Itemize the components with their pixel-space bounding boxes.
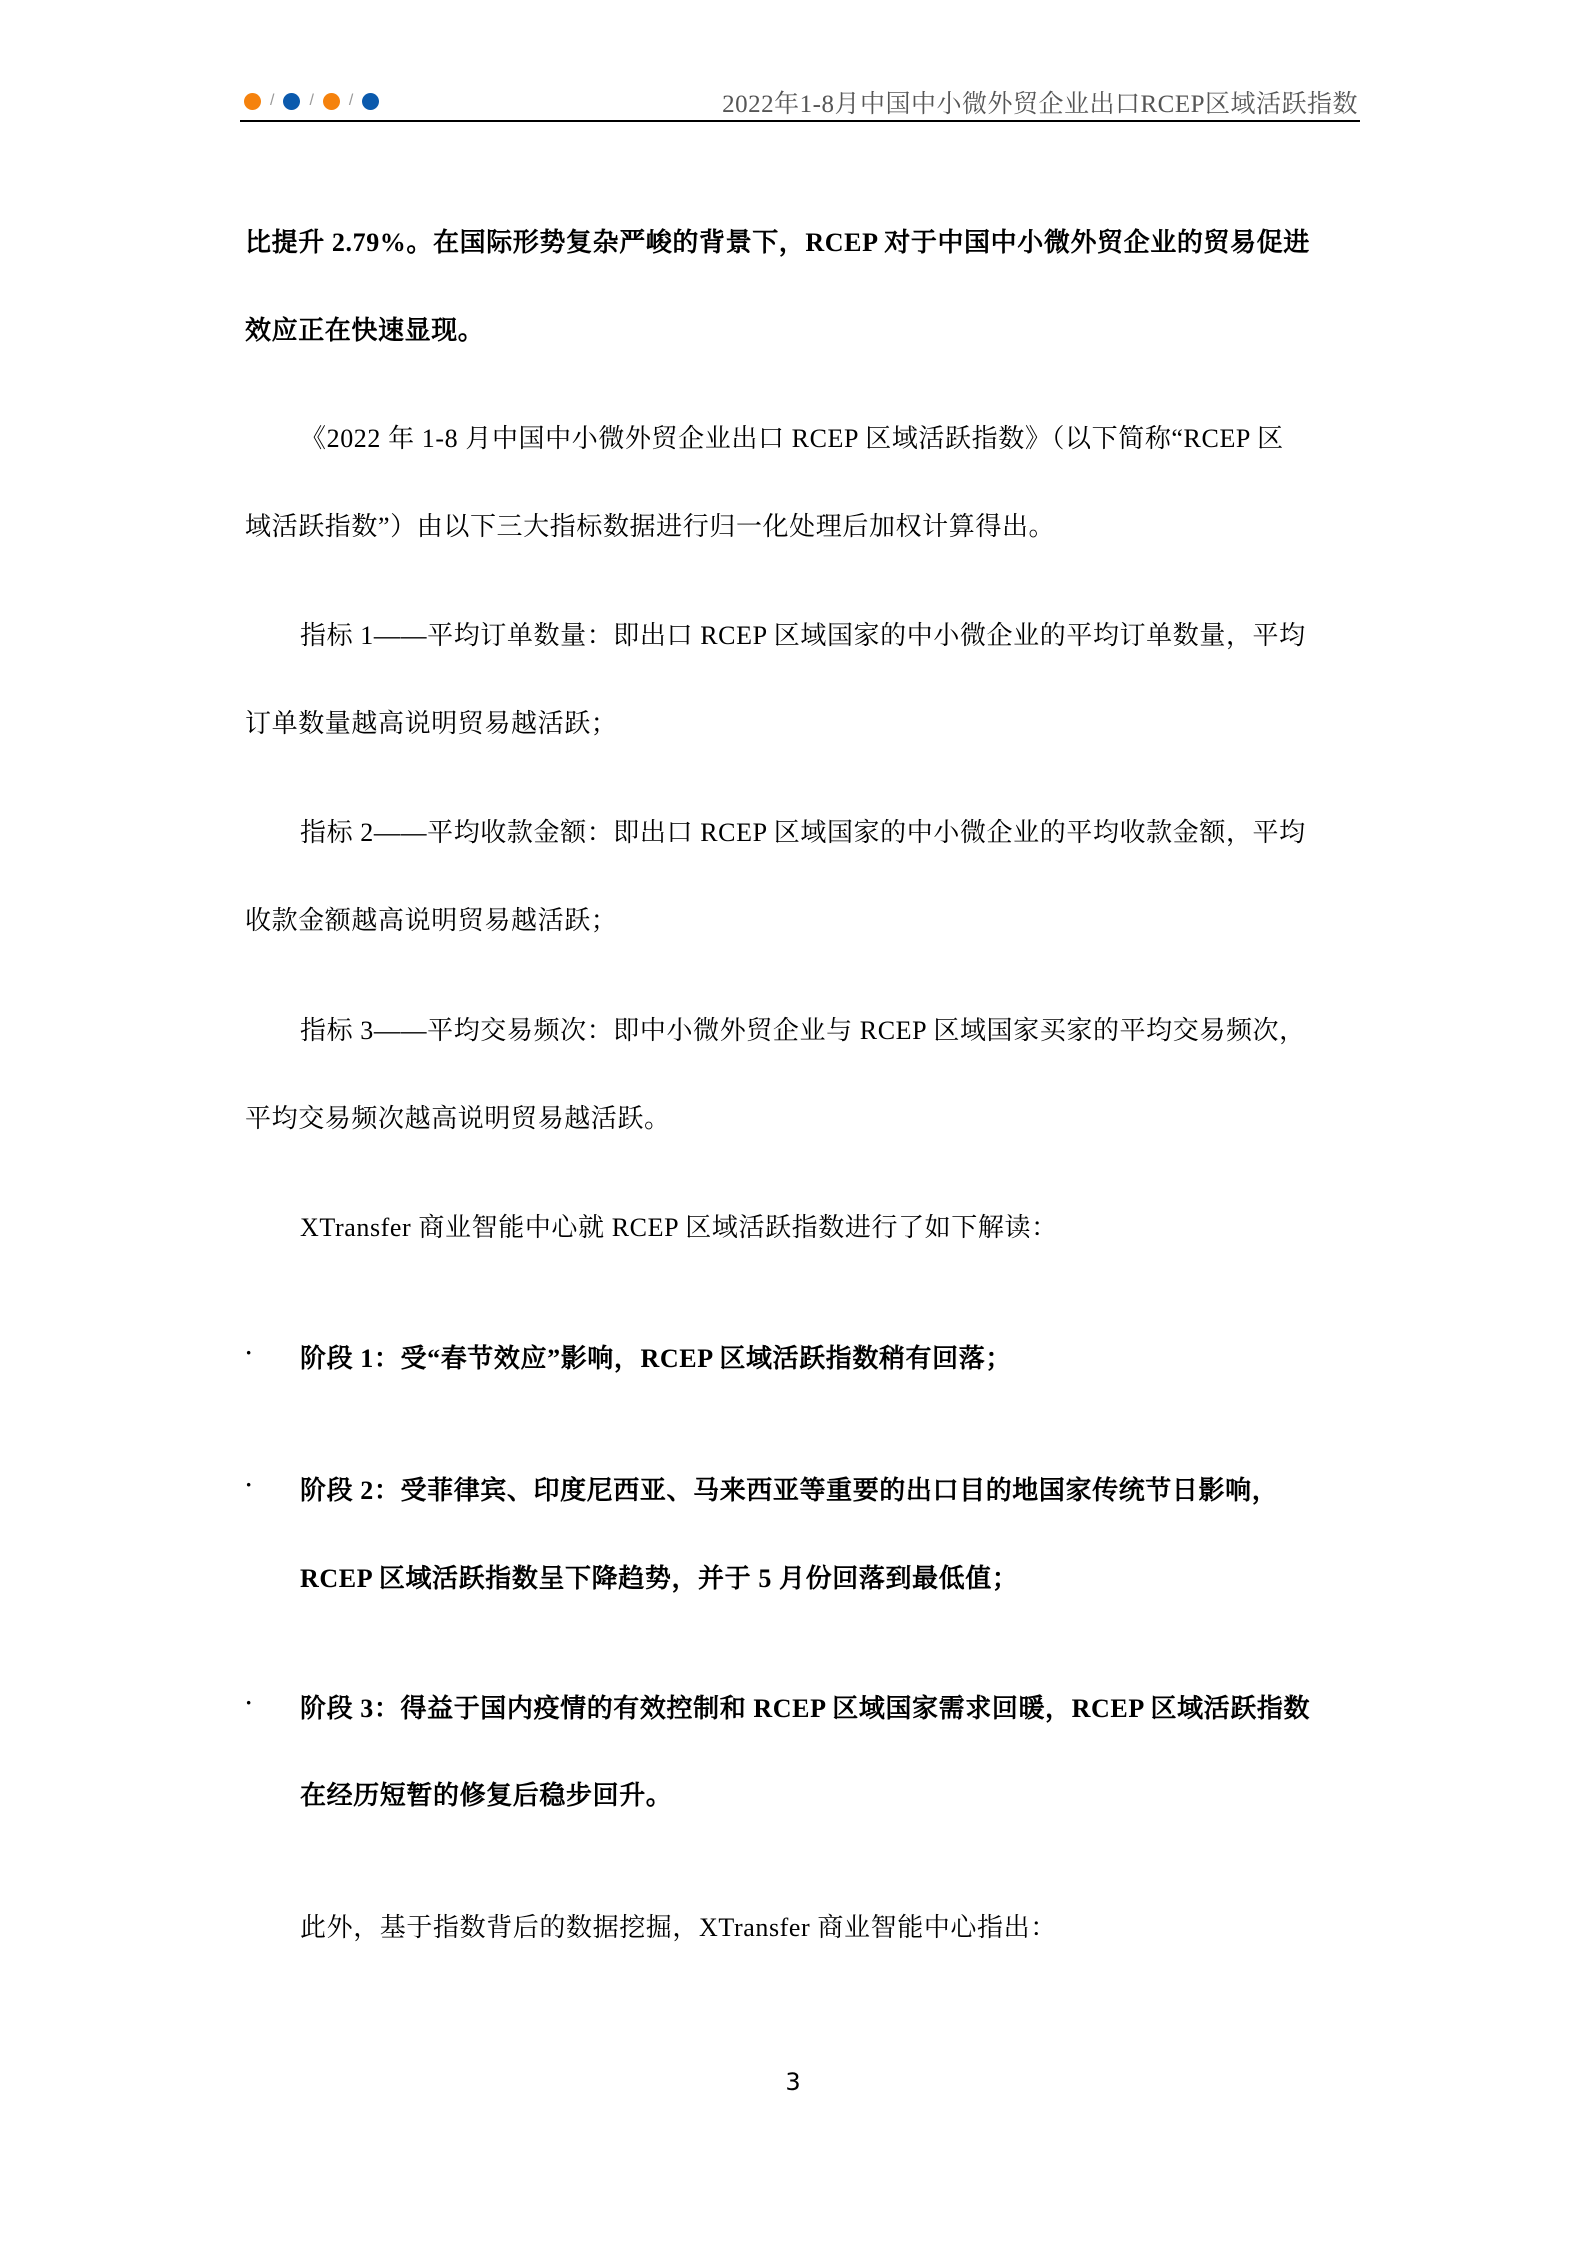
separator: / <box>270 92 275 109</box>
separator: / <box>348 92 354 109</box>
orange-dot-icon <box>323 93 340 110</box>
indicator-3-line-1: 指标 3——平均交易频次：即中小微外贸企业与 RCEP 区域国家买家的平均交易频次， <box>300 1016 1306 1045</box>
blue-dot-icon <box>362 93 379 110</box>
page-header <box>240 84 1360 124</box>
indicator-1-line-2: 订单数量越高说明贸易越活跃； <box>245 709 618 738</box>
indicator-1-line-1: 指标 1——平均订单数量：即出口 RCEP 区域国家的中小微企业的平均订单数量，平均 <box>300 621 1306 650</box>
definition-line-1: 《2022 年 1-8 月中国中小微外贸企业出口 RCEP 区域活跃指数》（以下简称“RCEP 区 <box>300 424 1284 453</box>
bullet-icon: · <box>245 1472 253 1497</box>
definition-line-2: 域活跃指数”）由以下三大指标数据进行归一化处理后加权计算得出。 <box>245 512 1056 541</box>
header-divider <box>240 120 1360 122</box>
stage-1-line-1: 阶段 1：受“春节效应”影响，RCEP 区域活跃指数稍有回落； <box>300 1344 1012 1373</box>
indicator-2-line-1: 指标 2——平均收款金额：即出口 RCEP 区域国家的中小微企业的平均收款金额，平均 <box>300 818 1306 847</box>
bullet-icon: · <box>245 1340 253 1365</box>
orange-dot-icon <box>244 93 261 110</box>
indicator-3-line-2: 平均交易频次越高说明贸易越活跃。 <box>245 1104 671 1133</box>
closing-line: 此外，基于指数背后的数据挖掘，XTransfer 商业智能中心指出： <box>300 1913 1057 1942</box>
header-decoration <box>244 92 379 110</box>
running-title: 2022年1-8月中国中小微外贸企业出口RCEP区域活跃指数 <box>722 91 1358 118</box>
stage-3-line-1: 阶段 3：得益于国内疫情的有效控制和 RCEP 区域国家需求回暖，RCEP 区域活跃指数 <box>300 1694 1311 1723</box>
blue-dot-icon <box>283 93 300 110</box>
intro-line-1: 比提升 2.79%。在国际形势复杂严峻的背景下，RCEP 对于中国中小微外贸企业的贸易促进 <box>245 228 1310 257</box>
stage-3-line-2: 在经历短暂的修复后稳步回升。 <box>300 1781 673 1810</box>
bullet-icon: · <box>245 1690 253 1715</box>
intro-line-2: 效应正在快速显现。 <box>245 316 485 345</box>
separator: / <box>309 92 314 109</box>
stage-2-line-1: 阶段 2：受菲律宾、印度尼西亚、马来西亚等重要的出口目的地国家传统节日影响， <box>300 1476 1279 1505</box>
stage-2-line-2: RCEP 区域活跃指数呈下降趋势，并于 5 月份回落到最低值； <box>300 1564 1019 1593</box>
indicator-2-line-2: 收款金额越高说明贸易越活跃； <box>245 906 618 935</box>
interpretation-intro: XTransfer 商业智能中心就 RCEP 区域活跃指数进行了如下解读： <box>300 1213 1058 1242</box>
page-number: 3 <box>785 2068 801 2096</box>
